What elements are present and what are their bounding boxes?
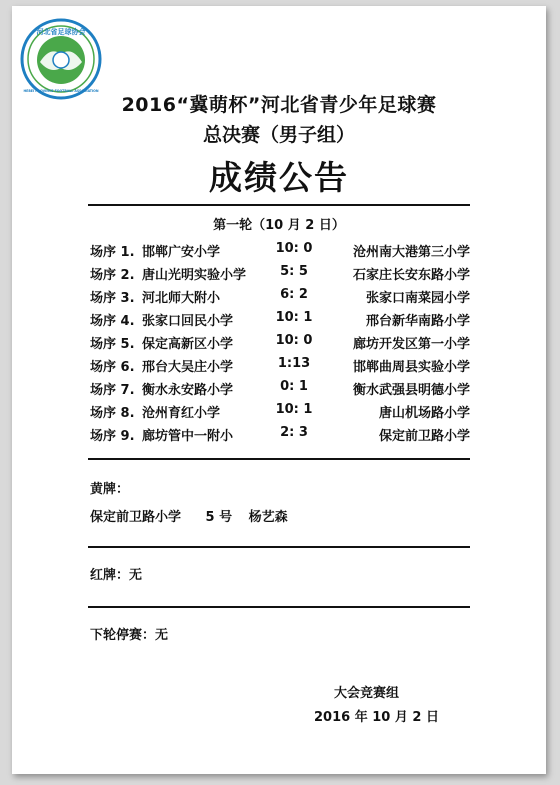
football-association-logo-icon — [20, 18, 102, 100]
match-score: 5: 5 — [280, 264, 308, 279]
match-field: 场序 7. — [90, 383, 135, 398]
match-home-team: 张家口回民小学 — [142, 314, 234, 329]
match-home-team: 廊坊管中一附小 — [142, 429, 234, 444]
match-score: 1:13 — [277, 356, 311, 371]
match-away-team: 石家庄长安东路小学 — [352, 268, 470, 283]
yellow-card-number: 5 号 — [205, 510, 233, 525]
round-label: 第一轮（10 月 2 日） — [213, 218, 345, 233]
match-row — [90, 287, 470, 309]
yellow-card-entry — [90, 506, 288, 525]
red-card-label: 红牌：无 — [90, 568, 143, 583]
match-home-team: 邢台大吴庄小学 — [142, 360, 234, 375]
match-row — [90, 241, 470, 263]
match-away-team: 衡水武强县明德小学 — [352, 383, 470, 398]
match-row — [90, 310, 470, 332]
match-row — [90, 356, 470, 378]
match-row — [90, 425, 470, 447]
match-away-team: 廊坊开发区第一小学 — [352, 337, 470, 352]
match-away-team: 沧州南大港第三小学 — [352, 245, 470, 260]
match-score: 2: 3 — [280, 425, 308, 440]
announcement-date: 2016 年 10 月 2 日 — [314, 710, 439, 725]
match-away-team: 邯郸曲周县实验小学 — [352, 360, 470, 375]
match-score: 10: 0 — [275, 333, 313, 348]
match-score: 10: 1 — [275, 310, 313, 325]
match-row — [90, 264, 470, 286]
logo-text-bottom: HEBEI PROVINCE FOOTBALL ASSOCIATION — [23, 89, 99, 93]
match-score: 10: 0 — [275, 241, 313, 256]
match-row — [90, 379, 470, 401]
match-field: 场序 4. — [90, 314, 135, 329]
match-home-team: 河北师大附小 — [142, 291, 221, 306]
title-line-2: 总决赛（男子组） — [202, 124, 355, 146]
match-home-team: 沧州育红小学 — [142, 406, 221, 421]
divider — [88, 458, 470, 460]
match-home-team: 衡水永安路小学 — [142, 383, 234, 398]
match-away-team: 唐山机场路小学 — [378, 406, 470, 421]
title-line-1: 2016“冀萌杯”河北省青少年足球赛 — [121, 94, 437, 116]
suspension-label: 下轮停赛：无 — [90, 628, 169, 643]
document-page — [12, 6, 546, 774]
divider — [88, 606, 470, 608]
yellow-card-label: 黄牌： — [90, 482, 130, 497]
match-score: 10: 1 — [275, 402, 313, 417]
match-away-team: 保定前卫路小学 — [378, 429, 470, 444]
match-field: 场序 8. — [90, 406, 135, 421]
yellow-card-player: 杨艺森 — [248, 510, 288, 525]
match-away-team: 张家口南菜园小学 — [365, 291, 470, 306]
match-field: 场序 1. — [90, 245, 135, 260]
page-title: 成绩公告 — [209, 158, 349, 197]
match-row — [90, 333, 470, 355]
match-field: 场序 5. — [90, 337, 135, 352]
match-field: 场序 3. — [90, 291, 135, 306]
organizer-signature: 大会竞赛组 — [334, 686, 400, 701]
yellow-card-school: 保定前卫路小学 — [90, 510, 182, 525]
divider — [88, 204, 470, 206]
match-away-team: 邢台新华南路小学 — [365, 314, 470, 329]
match-home-team: 保定高新区小学 — [142, 337, 234, 352]
match-score: 6: 2 — [280, 287, 308, 302]
match-score: 0: 1 — [280, 379, 308, 394]
match-row — [90, 402, 470, 424]
logo-text-top: 河北省足球协会 — [36, 28, 86, 36]
divider — [88, 546, 470, 548]
match-field: 场序 6. — [90, 360, 135, 375]
match-home-team: 唐山光明实验小学 — [142, 268, 247, 283]
match-field: 场序 2. — [90, 268, 135, 283]
match-field: 场序 9. — [90, 429, 135, 444]
match-home-team: 邯郸广安小学 — [142, 245, 221, 260]
